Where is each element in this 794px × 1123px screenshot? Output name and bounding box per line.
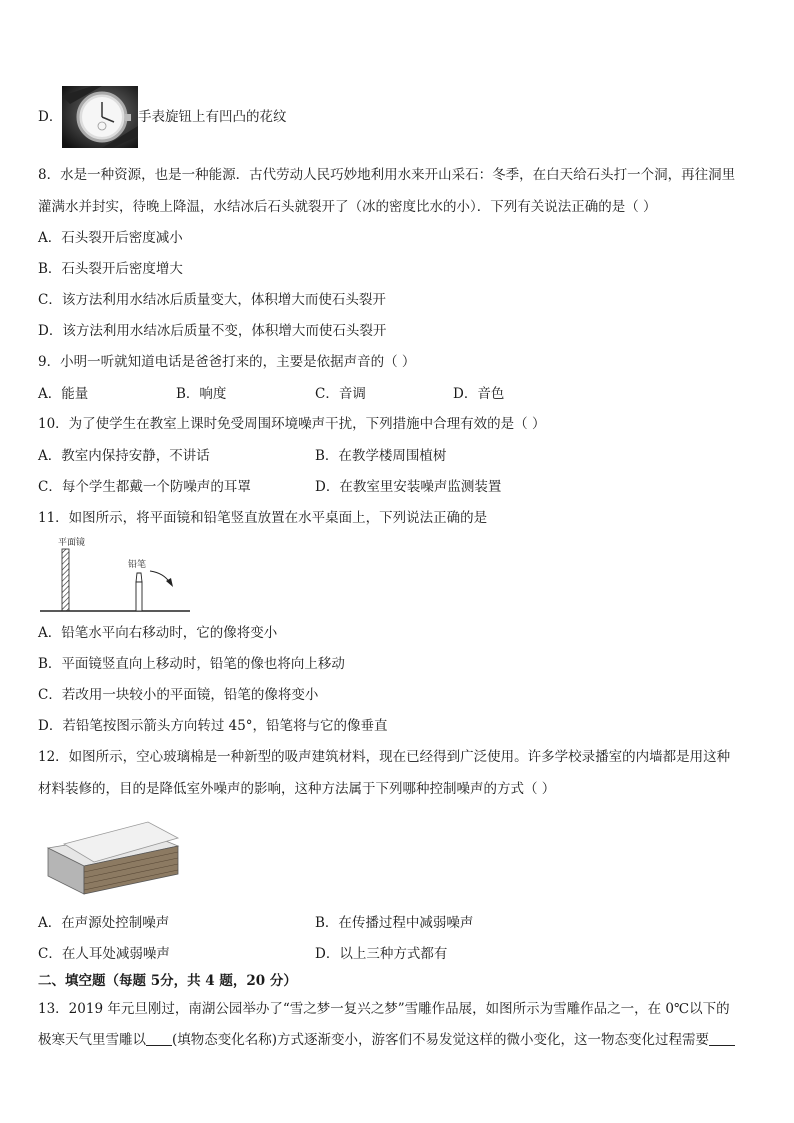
q11-stem: 11．如图所示，将平面镜和铅笔竖直放置在水平桌面上，下列说法正确的是 bbox=[38, 510, 488, 526]
section2-title: 二、填空题（每题 5分，共 4 题，20 分） bbox=[38, 973, 297, 989]
q11-option-c: C．若改用一块较小的平面镜，铅笔的像将变小 bbox=[38, 687, 319, 703]
q12-option-a: A．在声源处控制噪声 bbox=[38, 915, 170, 931]
q11-option-d: D．若铅笔按图示箭头方向转过 45°，铅笔将与它的像垂直 bbox=[38, 718, 388, 734]
q8-option-c: C．该方法利用水结冰后质量变大，体积增大而使石头裂开 bbox=[38, 292, 386, 308]
q8-option-b: B．石头裂开后密度增大 bbox=[38, 261, 183, 277]
q12-option-c: C．在人耳处减弱噪声 bbox=[38, 946, 170, 962]
mirror-label: 平面镜 bbox=[58, 538, 86, 548]
q10-option-b: B．在教学楼周围植树 bbox=[315, 448, 447, 464]
q9-option-b: B．响度 bbox=[176, 386, 227, 402]
q12-stem-line2: 材料装修的，目的是降低室外噪声的影响，这种方法属于下列哪种控制噪声的方式（ ） bbox=[38, 781, 556, 797]
q13-line2-part2: (填物态变化名称)方式逐渐变小，游客们不易发觉这样的微小变化，这一物态变化过程需要 bbox=[172, 1032, 710, 1048]
q9-option-a: A．能量 bbox=[38, 386, 89, 402]
q7-option-d-text: 手表旋钮上有凹凸的花纹 bbox=[138, 109, 287, 125]
glass-wool-board-image bbox=[44, 818, 182, 896]
q7-option-d-label: D． bbox=[38, 109, 63, 125]
q10-stem: 10．为了使学生在教室上课时免受周围环境噪声干扰，下列措施中合理有效的是（ ） bbox=[38, 416, 546, 432]
q8-option-d: D．该方法利用水结冰后质量不变，体积增大而使石头裂开 bbox=[38, 323, 387, 339]
pencil-tip bbox=[136, 573, 142, 582]
q13-blank-1[interactable] bbox=[146, 1031, 172, 1046]
watch-image bbox=[62, 86, 138, 148]
pencil-label: 铅笔 bbox=[128, 560, 147, 570]
q11-option-b: B．平面镜竖直向上移动时，铅笔的像也将向上移动 bbox=[38, 656, 345, 672]
q12-stem-line1: 12．如图所示，空心玻璃棉是一种新型的吸声建筑材料，现在已经得到广泛使用。许多学校录播室的内墙都是用这种 bbox=[38, 749, 731, 765]
q12-option-b: B．在传播过程中减弱噪声 bbox=[315, 915, 474, 931]
q12-option-d: D．以上三种方式都有 bbox=[315, 946, 448, 962]
q13-stem-line2 bbox=[38, 1031, 735, 1049]
mirror-pencil-figure bbox=[40, 535, 190, 615]
plane-mirror bbox=[62, 549, 69, 611]
q13-line2-part1: 极寒天气里雪雕以 bbox=[38, 1032, 146, 1048]
q10-option-d: D．在教室里安装噪声监测装置 bbox=[315, 479, 502, 495]
q10-option-c: C．每个学生都戴一个防噪声的耳罩 bbox=[38, 479, 251, 495]
q9-option-c: C．音调 bbox=[315, 386, 366, 402]
q11-option-a: A．铅笔水平向右移动时，它的像将变小 bbox=[38, 625, 278, 641]
q8-option-a: A．石头裂开后密度减小 bbox=[38, 230, 183, 246]
pencil-body bbox=[136, 582, 142, 611]
q8-stem-line2: 灌满水并封实，待晚上降温，水结冰后石头就裂开了（冰的密度比水的小）．下列有关说法正确的是（ ） bbox=[38, 199, 657, 215]
q10-option-a: A．教室内保持安静，不讲话 bbox=[38, 448, 210, 464]
q9-stem: 9．小明一听就知道电话是爸爸打来的，主要是依据声音的（ ） bbox=[38, 354, 416, 370]
q8-stem-line1: 8．水是一种资源，也是一种能源．古代劳动人民巧妙地利用水来开山采石：冬季，在白天给石头打一个洞，再往洞里 bbox=[38, 167, 736, 183]
q13-blank-2[interactable] bbox=[709, 1031, 735, 1046]
q9-option-d: D．音色 bbox=[453, 386, 505, 402]
q13-stem-line1: 13．2019 年元旦刚过，南湖公园举办了“雪之梦一复兴之梦”雪雕作品展，如图所示为雪雕作品之一，在 0℃以下的 bbox=[38, 1001, 730, 1017]
